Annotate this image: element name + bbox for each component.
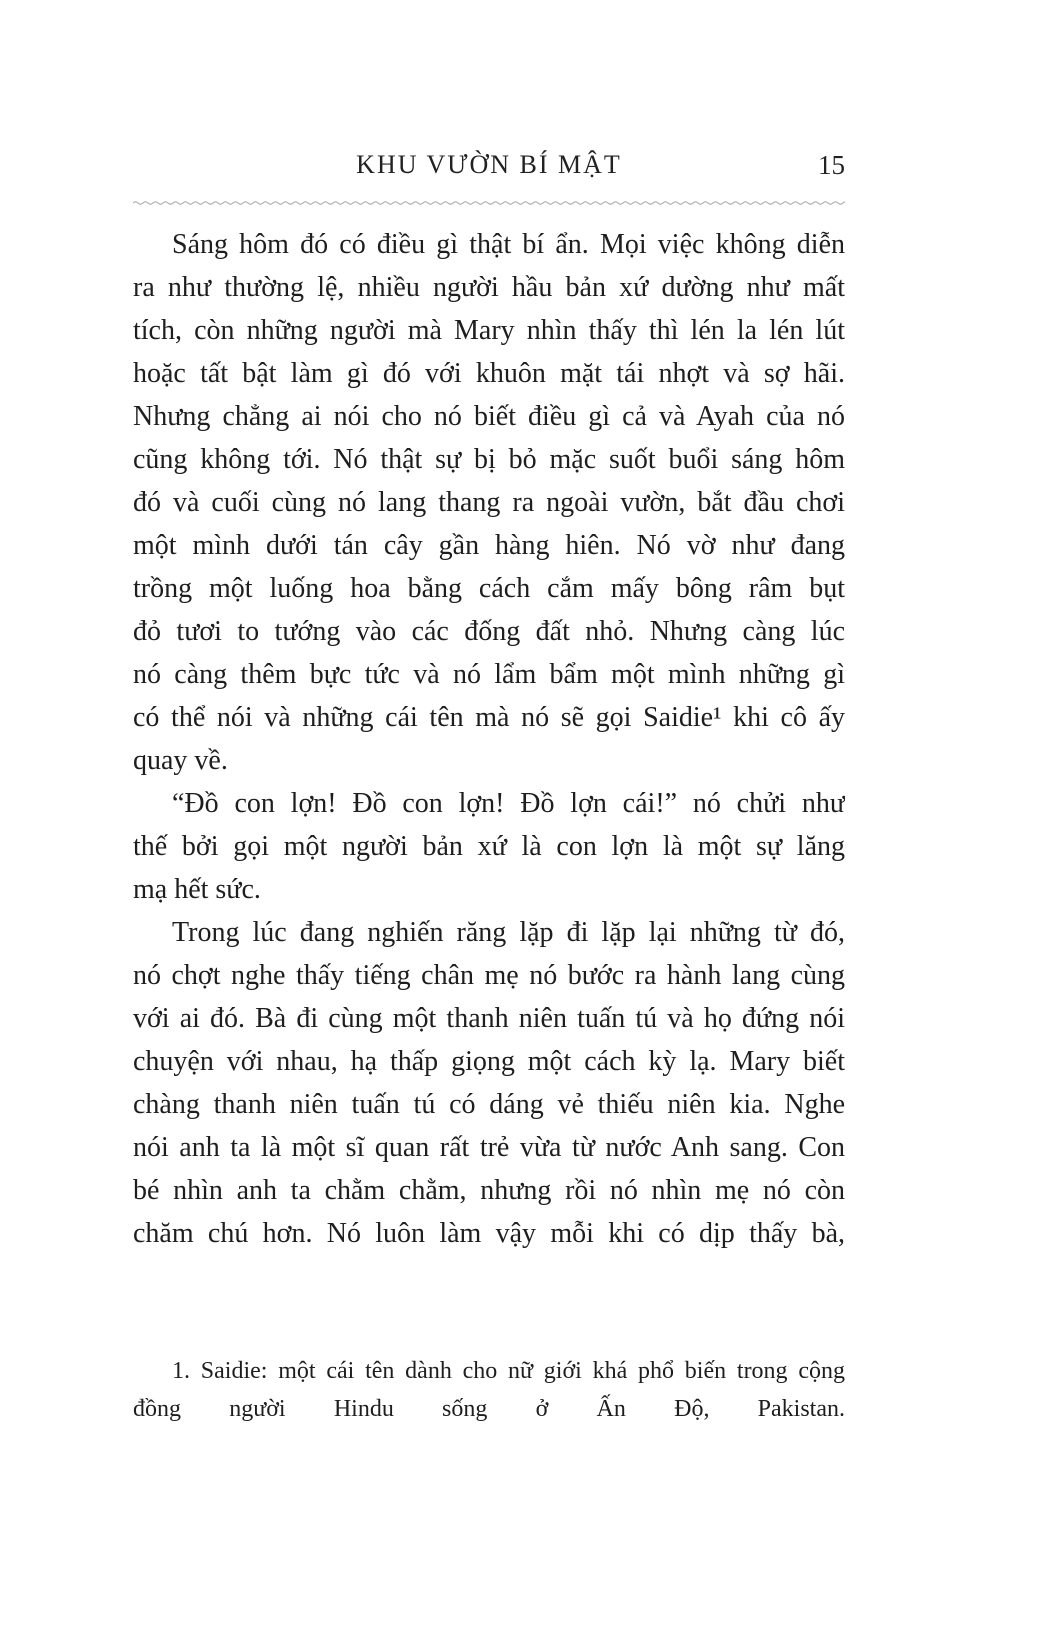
body-line: quay về. [133,745,228,776]
body-line: cũng không tới. Nó thật sự bị bỏ mặc suốt buổi sáng hôm [133,444,845,475]
running-title: KHU VƯỜN BÍ MẬT [356,150,622,179]
body-line: bé nhìn anh ta chằm chằm, nhưng rồi nó nhìn mẹ nó còn [133,1175,845,1206]
body-line: chuyện với nhau, hạ thấp giọng một cách kỳ lạ. Mary biết [133,1046,845,1077]
body-line: nó chợt nghe thấy tiếng chân mẹ nó bước ra hành lang cùng [133,960,845,991]
body-text [133,223,845,1255]
body-line: ra như thường lệ, nhiều người hầu bản xứ dường như mất [133,272,845,303]
footnote-line: 1. Saidie: một cái tên dành cho nữ giới khá phổ biến trong cộng [172,1358,845,1384]
footnote-line: đồng người Hindu sống ở Ấn Độ, Pakistan. [133,1396,845,1422]
page-number: 15 [818,150,845,180]
wavy-divider-path [133,202,845,204]
footnote [133,1352,845,1428]
body-line: đó và cuối cùng nó lang thang ra ngoài vườn, bắt đầu chơi [133,487,845,518]
body-line: nó càng thêm bực tức và nó lẩm bẩm một mình những gì [133,659,845,690]
body-line: một mình dưới tán cây gần hàng hiên. Nó vờ như đang [133,530,845,561]
body-line: chàng thanh niên tuấn tú có dáng vẻ thiếu niên kia. Nghe [133,1089,845,1120]
body-line: trồng một luống hoa bằng cách cắm mấy bông râm bụt [133,573,845,604]
body-line: thế bởi gọi một người bản xứ là con lợn là một sự lăng [133,831,845,862]
body-line: tích, còn những người mà Mary nhìn thấy thì lén la lén lút [133,315,845,346]
body-line: “Đồ con lợn! Đồ con lợn! Đồ lợn cái!” nó chửi như [172,788,845,819]
body-line: mạ hết sức. [133,874,261,905]
wavy-divider [133,198,845,207]
body-line: nói anh ta là một sĩ quan rất trẻ vừa từ nước Anh sang. Con [133,1132,845,1163]
page-header [133,144,845,186]
body-line: có thể nói và những cái tên mà nó sẽ gọi Saidie¹ khi cô ấy [133,702,845,733]
body-line: với ai đó. Bà đi cùng một thanh niên tuấn tú và họ đứng nói [133,1003,845,1034]
body-line: đỏ tươi to tướng vào các đống đất nhỏ. Nhưng càng lúc [133,616,845,647]
body-line: hoặc tất bật làm gì đó với khuôn mặt tái nhợt và sợ hãi. [133,358,845,389]
body-line: Sáng hôm đó có điều gì thật bí ẩn. Mọi việc không diễn [172,229,845,260]
body-line: chăm chú hơn. Nó luôn làm vậy mỗi khi có dịp thấy bà, [133,1218,845,1249]
body-line: Nhưng chẳng ai nói cho nó biết điều gì cả và Ayah của nó [133,401,845,432]
body-line: Trong lúc đang nghiến răng lặp đi lặp lại những từ đó, [172,917,845,948]
